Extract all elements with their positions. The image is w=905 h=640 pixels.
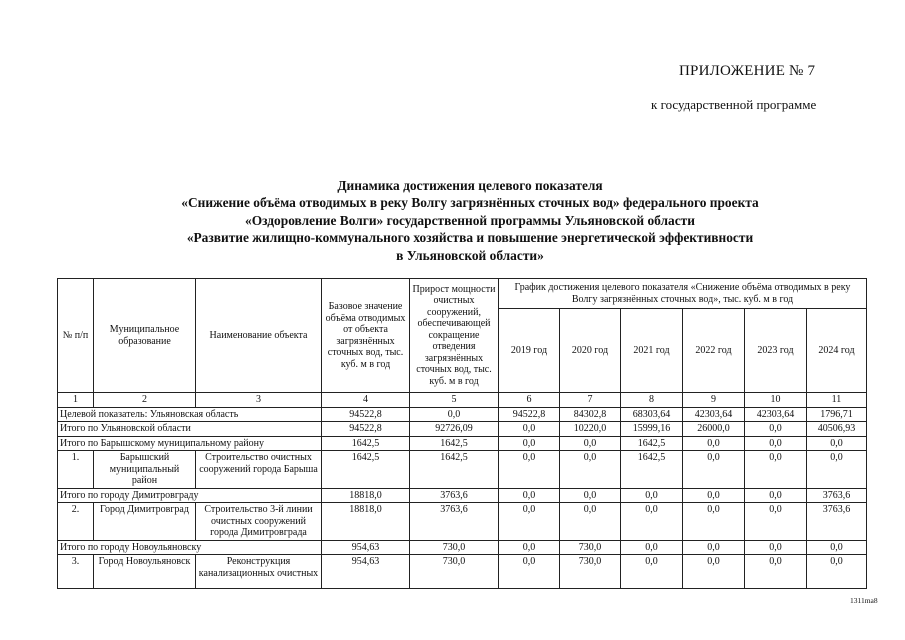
header-year: 2023 год [745, 309, 807, 393]
cell-base: 94522,8 [322, 407, 410, 422]
column-index: 1 [58, 393, 94, 408]
table-row [58, 503, 867, 541]
column-index: 6 [499, 393, 560, 408]
column-index: 2 [94, 393, 196, 408]
header-year: 2020 год [560, 309, 621, 393]
table-row [58, 407, 867, 422]
appendix-title: ПРИЛОЖЕНИЕ № 7 [679, 63, 816, 79]
cell-year: 0,0 [807, 555, 867, 589]
cell-year: 0,0 [621, 488, 683, 503]
cell-year: 730,0 [560, 540, 621, 555]
heading-line: «Снижение объёма отводимых в реку Волгу загрязнённых сточных вод» федерального проекта [181, 195, 759, 211]
row-label: Итого по Барышскому муниципальному району [58, 436, 322, 451]
table-row [58, 540, 867, 555]
cell-base: 18818,0 [322, 503, 410, 541]
cell-year: 0,0 [745, 451, 807, 489]
cell-increase: 1642,5 [410, 451, 499, 489]
header-object: Наименование объекта [196, 279, 322, 393]
header-year: 2019 год [499, 309, 560, 393]
cell-base: 1642,5 [322, 451, 410, 489]
cell-year: 0,0 [499, 451, 560, 489]
appendix-subtitle: к государственной программе [651, 97, 817, 112]
column-index: 4 [322, 393, 410, 408]
cell-year: 0,0 [499, 488, 560, 503]
cell-year: 0,0 [621, 503, 683, 541]
cell-year: 0,0 [621, 540, 683, 555]
cell-increase: 3763,6 [410, 503, 499, 541]
cell-year: 40506,93 [807, 422, 867, 437]
header-municipality: Муниципальное образование [94, 279, 196, 393]
column-index: 3 [196, 393, 322, 408]
cell-year: 0,0 [683, 488, 745, 503]
cell-object: Строительство очистных сооружений города Барыша [196, 451, 322, 489]
cell-year: 42303,64 [683, 407, 745, 422]
header-year: 2022 год [683, 309, 745, 393]
cell-object: Строительство 3-й линии очистных сооружений города Димитровграда [196, 503, 322, 541]
cell-num: 3. [58, 555, 94, 589]
cell-base: 94522,8 [322, 422, 410, 437]
cell-year: 0,0 [560, 488, 621, 503]
cell-increase: 1642,5 [410, 436, 499, 451]
table-row [58, 451, 867, 489]
heading-line: в Ульяновской области» [396, 247, 544, 263]
header-increase: Прирост мощности очистных сооружений, обеспечивающей сокращение отведения загрязнённых сточных вод, тыс. куб. м в год [410, 279, 499, 393]
cell-increase: 0,0 [410, 407, 499, 422]
cell-year: 42303,64 [745, 407, 807, 422]
cell-year: 15999,16 [621, 422, 683, 437]
header-schedule: График достижения целевого показателя «Снижение объёма отводимых в реку Волгу загрязнённых сточных вод», тыс. куб. м в год [499, 279, 867, 309]
heading-line: Динамика достижения целевого показателя [337, 178, 603, 193]
cell-base: 18818,0 [322, 488, 410, 503]
cell-year: 0,0 [499, 436, 560, 451]
header-year: 2021 год [621, 309, 683, 393]
cell-municipality: Город Новоульяновск [94, 555, 196, 589]
cell-year: 0,0 [745, 422, 807, 437]
row-label: Итого по городу Димитровграду [58, 488, 322, 503]
cell-year: 1642,5 [621, 436, 683, 451]
row-label: Итого по Ульяновской области [58, 422, 322, 437]
footer-code: 1311ma8 [850, 596, 878, 605]
cell-increase: 730,0 [410, 540, 499, 555]
header-base: Базовое значение объёма отводимых от объекта загрязнённых сточных вод, тыс. куб. м в год [322, 279, 410, 393]
heading-line: «Оздоровление Волги» государственной программы Ульяновской области [245, 212, 695, 228]
table-row [58, 422, 867, 437]
cell-year: 3763,6 [807, 503, 867, 541]
column-index: 11 [807, 393, 867, 408]
cell-year: 0,0 [745, 488, 807, 503]
cell-year: 0,0 [807, 436, 867, 451]
cell-num: 2. [58, 503, 94, 541]
cell-year: 0,0 [745, 436, 807, 451]
cell-year: 0,0 [683, 503, 745, 541]
cell-year: 0,0 [621, 555, 683, 589]
cell-municipality: Барышский муниципальный район [94, 451, 196, 489]
heading-line: «Развитие жилищно-коммунального хозяйства и повышение энергетической эффективности [186, 230, 754, 246]
cell-year: 730,0 [560, 555, 621, 589]
cell-year: 84302,8 [560, 407, 621, 422]
cell-year: 0,0 [683, 436, 745, 451]
cell-increase: 92726,09 [410, 422, 499, 437]
cell-base: 954,63 [322, 540, 410, 555]
cell-increase: 730,0 [410, 555, 499, 589]
table-row [58, 555, 867, 589]
cell-year: 0,0 [745, 540, 807, 555]
cell-year: 3763,6 [807, 488, 867, 503]
cell-year: 0,0 [807, 451, 867, 489]
cell-year: 0,0 [745, 503, 807, 541]
cell-year: 0,0 [560, 436, 621, 451]
cell-base: 1642,5 [322, 436, 410, 451]
target-indicator-table [57, 278, 867, 589]
cell-year: 0,0 [745, 555, 807, 589]
column-index: 5 [410, 393, 499, 408]
cell-num: 1. [58, 451, 94, 489]
header-year: 2024 год [807, 309, 867, 393]
column-index: 7 [560, 393, 621, 408]
document-heading [90, 177, 850, 264]
cell-base: 954,63 [322, 555, 410, 589]
cell-municipality: Город Димитровград [94, 503, 196, 541]
cell-year: 0,0 [683, 451, 745, 489]
row-label: Итого по городу Новоульяновску [58, 540, 322, 555]
header-num: № п/п [58, 279, 94, 393]
cell-year: 26000,0 [683, 422, 745, 437]
cell-year: 68303,64 [621, 407, 683, 422]
column-index: 10 [745, 393, 807, 408]
cell-year: 0,0 [683, 555, 745, 589]
table-row [58, 436, 867, 451]
column-index: 8 [621, 393, 683, 408]
column-index: 9 [683, 393, 745, 408]
row-label: Целевой показатель: Ульяновская область [58, 407, 322, 422]
cell-increase: 3763,6 [410, 488, 499, 503]
cell-year: 0,0 [560, 451, 621, 489]
cell-year: 0,0 [499, 555, 560, 589]
cell-year: 0,0 [683, 540, 745, 555]
cell-year: 1796,71 [807, 407, 867, 422]
cell-year: 0,0 [560, 503, 621, 541]
cell-year: 0,0 [499, 540, 560, 555]
cell-year: 0,0 [807, 540, 867, 555]
cell-year: 0,0 [499, 422, 560, 437]
table-row [58, 488, 867, 503]
cell-object: Реконструкция канализационных очистных [196, 555, 322, 589]
cell-year: 10220,0 [560, 422, 621, 437]
cell-year: 0,0 [499, 503, 560, 541]
cell-year: 1642,5 [621, 451, 683, 489]
cell-year: 94522,8 [499, 407, 560, 422]
